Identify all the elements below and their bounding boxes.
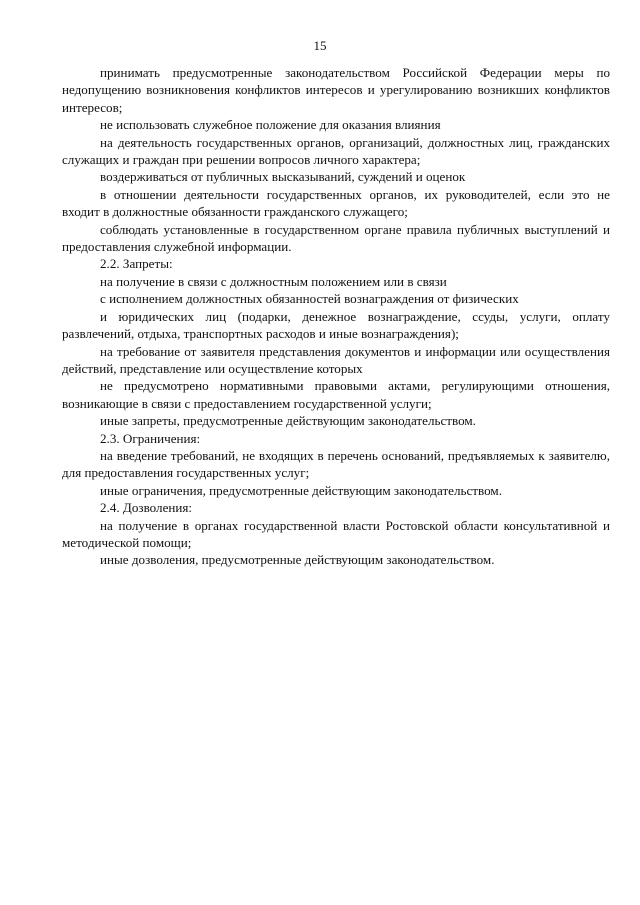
paragraph: и юридических лиц (подарки, денежное вознаграждение, ссуды, услуги, оплату развлечений, отдыха, транспортных расходов и иные вознаграждения); <box>62 308 610 342</box>
paragraph: не предусмотрено нормативными правовыми актами, регулирующими отношения, возникающие в связи с предоставлением государственной услуги; <box>62 378 610 411</box>
paragraph: на деятельность государственных органов, организаций, должностных лиц, гражданских служащих и граждан при решении вопросов личного характера; <box>62 134 610 168</box>
paragraph: воздерживаться от публичных высказываний, суждений и оценок <box>100 169 466 185</box>
paragraph: иные дозволения, предусмотренные действующим законодательством. <box>100 552 495 568</box>
paragraph: с исполнением должностных обязанностей вознаграждения от физических <box>100 291 519 307</box>
paragraph: иные запреты, предусмотренные действующим законодательством. <box>100 413 476 429</box>
section-heading: 2.3. Ограничения: <box>100 430 201 446</box>
paragraph: не использовать служебное положение для оказания влияния <box>100 117 441 133</box>
page-number: 15 <box>313 38 327 53</box>
paragraph: иные ограничения, предусмотренные действующим законодательством. <box>100 482 502 498</box>
paragraph: принимать предусмотренные законодательством Российской Федерации меры по недопущению возникновения конфликтов интересов и урегулированию возникших конфликтов интересов; <box>62 65 610 115</box>
section-heading: 2.4. Дозволения: <box>100 500 193 516</box>
paragraph: на получение в связи с должностным положением или в связи <box>100 273 447 289</box>
paragraph: в отношении деятельности государственных органов, их руководителей, если это не входит в должностные обязанности гражданского служащего; <box>62 186 610 220</box>
section-heading: 2.2. Запреты: <box>100 256 173 272</box>
paragraph: на требование от заявителя представления документов и информации или осуществления действий, представление или осуществление которых <box>62 343 610 376</box>
paragraph: соблюдать установленные в государственном органе правила публичных выступлений и предоставления служебной информации. <box>62 221 610 255</box>
paragraph: на получение в органах государственной власти Ростовской области консультативной и методической помощи; <box>62 517 610 550</box>
paragraph: на введение требований, не входящих в перечень оснований, предъявляемых к заявителю, для предоставления государственных услуг; <box>62 447 610 481</box>
page-body <box>62 64 610 569</box>
